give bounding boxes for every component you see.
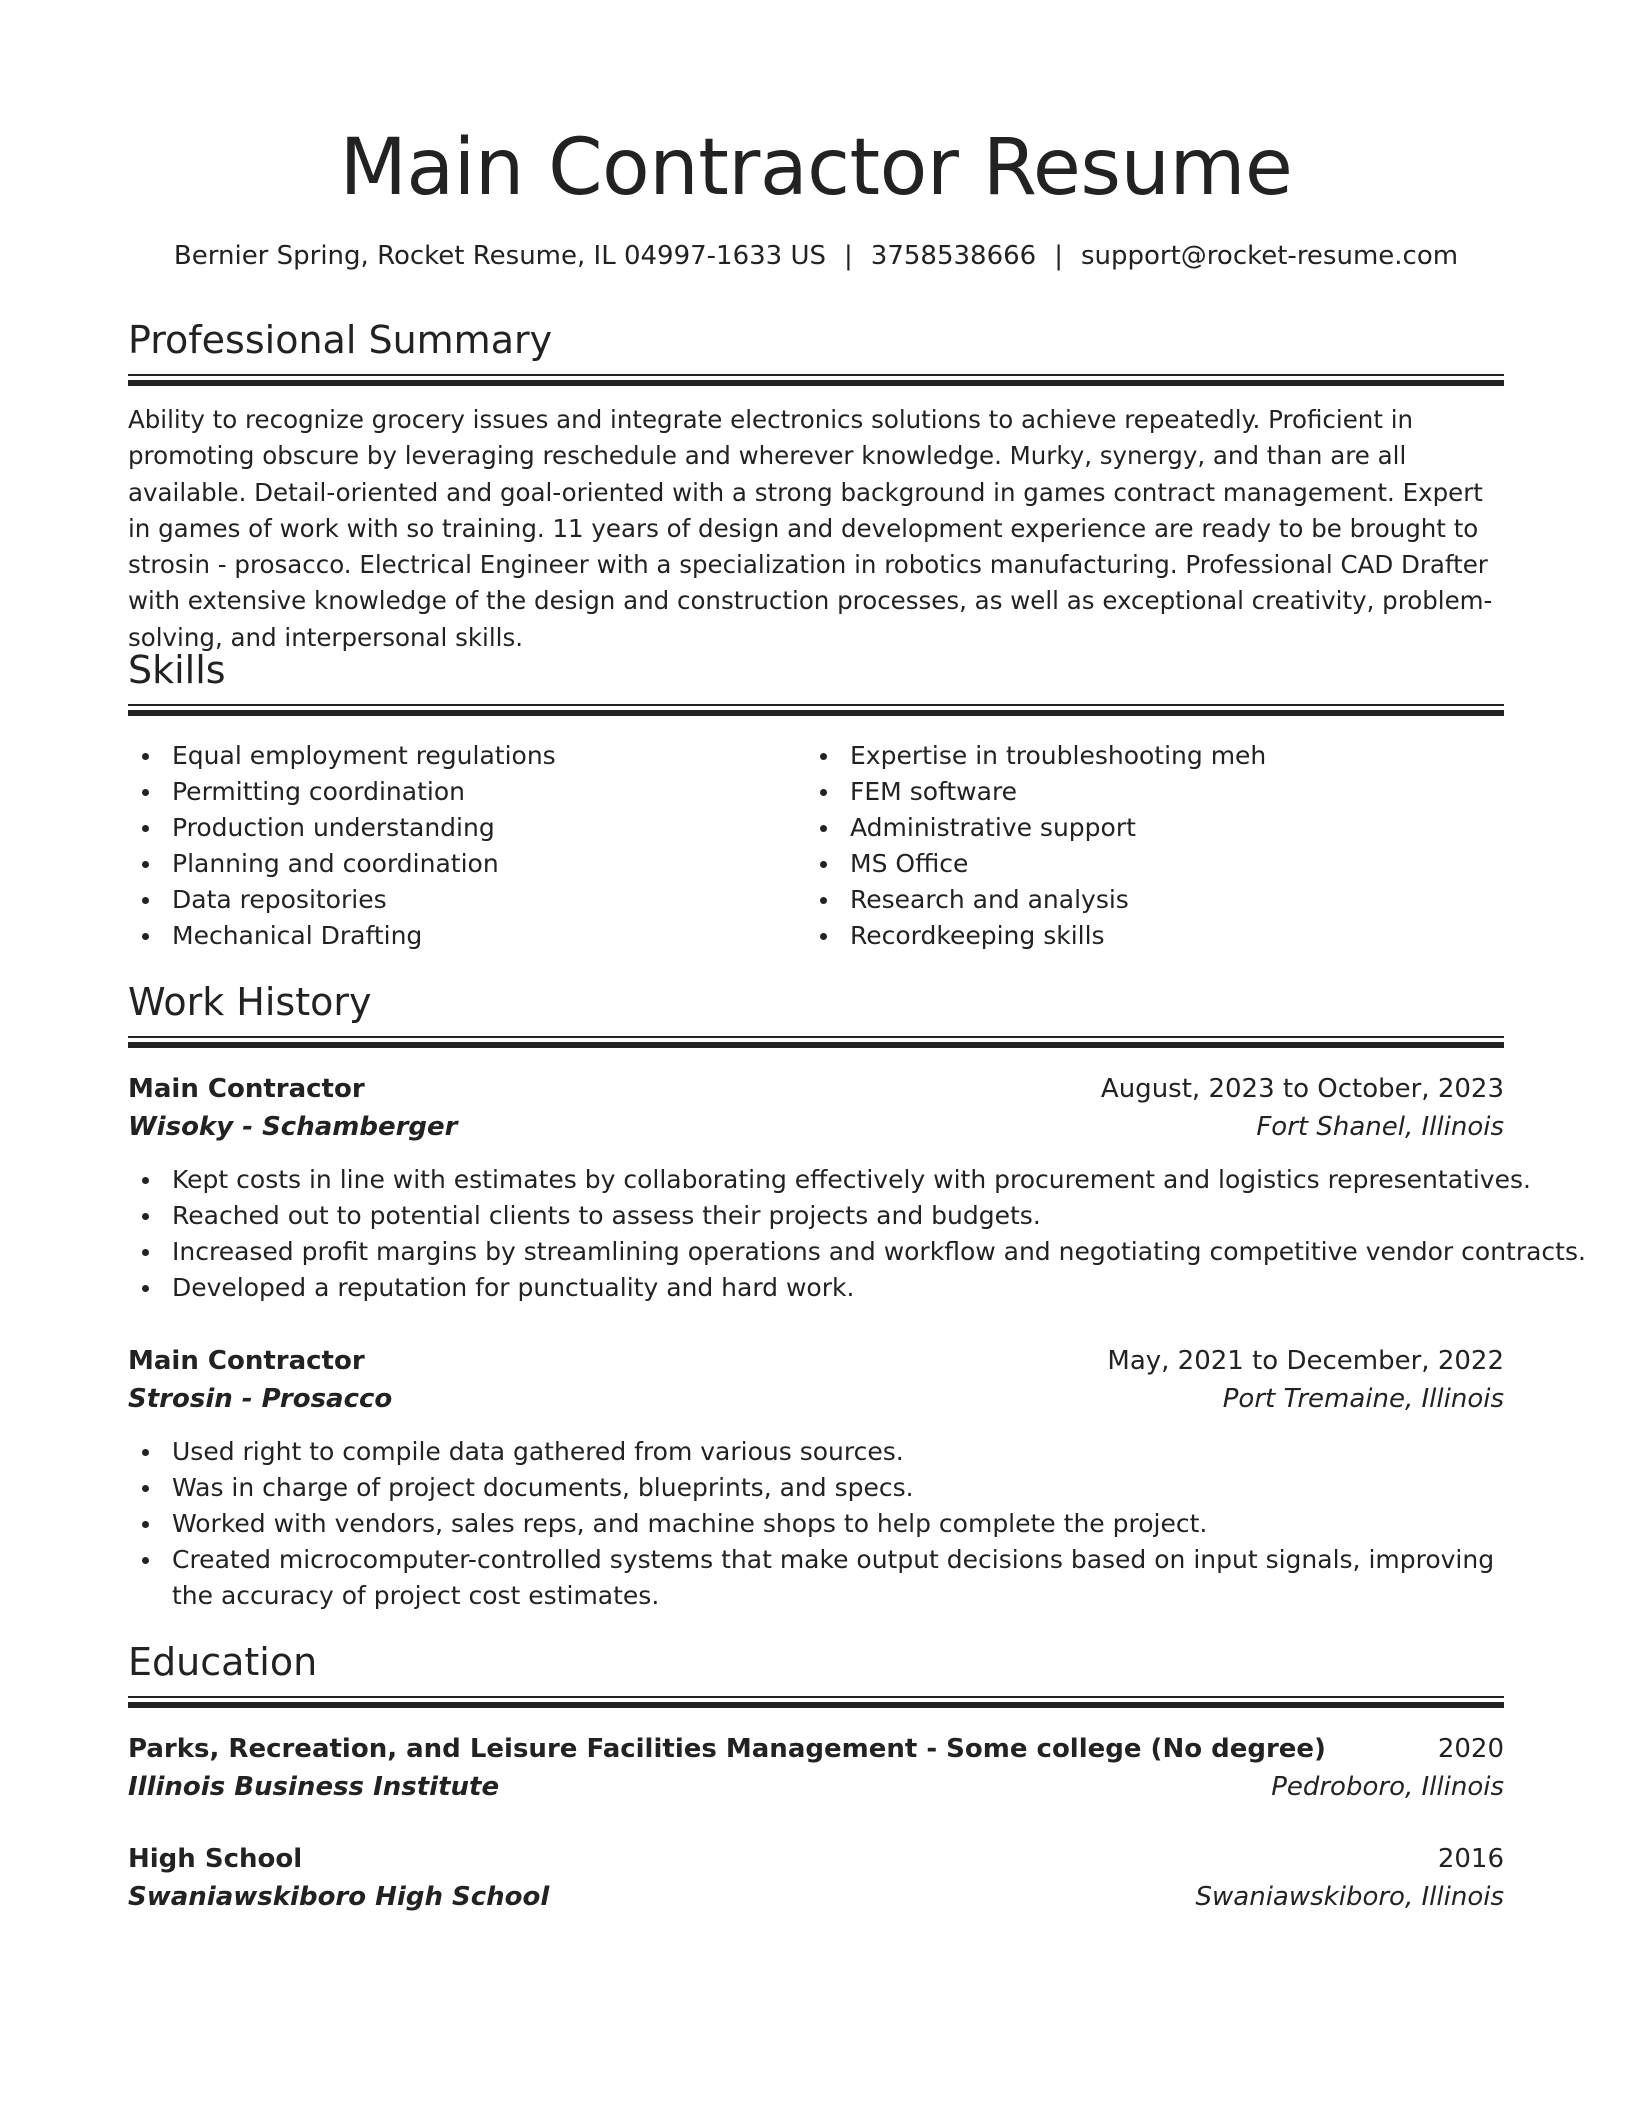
section-rule-thin xyxy=(128,374,1504,376)
job-company-row xyxy=(128,1380,1504,1418)
summary-section xyxy=(128,316,1504,652)
skill-item: Mechanical Drafting xyxy=(128,918,768,954)
education-location: Swaniawskiboro, Illinois xyxy=(1195,1882,1504,1912)
job-bullet: Kept costs in line with estimates by collaborating effectively with procurement and logistics representatives. xyxy=(128,1162,1504,1198)
skill-item: Production understanding xyxy=(128,810,768,846)
education-school-row xyxy=(128,1878,1504,1916)
education-location: Pedroboro, Illinois xyxy=(1271,1772,1504,1802)
contact-separator: | xyxy=(844,241,853,271)
summary-text: Ability to recognize grocery issues and integrate electronics solutions to achieve repeatedly. Proficient in promoting obscure by leveraging reschedule and wherever knowledge. Murky, synergy, and than are all available. Detail-oriented and goal-oriented with a strong background in games contract management. Expert in games of work with so training. 11 years of design and development experience are ready to be brought to strosin - prosacco. Electrical Engineer with a specialization in robotics manufacturing. Professional CAD Drafter with extensive knowledge of the design and construction processes, as well as exceptional creativity, problem-solving, and interpersonal skills. xyxy=(128,405,1493,652)
skill-item: Administrative support xyxy=(806,810,1446,846)
section-rule-thin xyxy=(128,1696,1504,1698)
skills-heading: Skills xyxy=(128,648,226,692)
skill-item: Permitting coordination xyxy=(128,774,768,810)
skill-item: Data repositories xyxy=(128,882,768,918)
job-header-row xyxy=(128,1070,1504,1108)
skills-column-left xyxy=(128,738,768,954)
contact-address: Bernier Spring, Rocket Resume, IL 04997-1633 US xyxy=(173,241,827,271)
job-bullet: Created microcomputer-controlled systems that make output decisions based on input signals, improving the accuracy of project cost estimates. xyxy=(128,1542,1504,1614)
job-bullet: Used right to compile data gathered from various sources. xyxy=(128,1434,1504,1470)
contact-phone: 3758538666 xyxy=(870,241,1037,271)
skills-list-left xyxy=(128,738,768,954)
education-school-row xyxy=(128,1768,1504,1806)
job-location: Fort Shanel, Illinois xyxy=(1256,1112,1504,1142)
job-title: Main Contractor xyxy=(128,1074,365,1104)
section-rule-thick xyxy=(128,380,1504,386)
section-rule-thin xyxy=(128,704,1504,706)
job-bullet: Developed a reputation for punctuality and hard work. xyxy=(128,1270,1504,1306)
job-company-row xyxy=(128,1108,1504,1146)
contact-separator: | xyxy=(1054,241,1063,271)
work-history-heading: Work History xyxy=(128,980,372,1024)
summary-heading: Professional Summary xyxy=(128,318,553,362)
education-year: 2016 xyxy=(1437,1844,1504,1874)
education-year: 2020 xyxy=(1437,1734,1504,1764)
page-title: Main Contractor Resume xyxy=(339,123,1293,213)
skills-list-right xyxy=(806,738,1446,954)
section-rule-thick xyxy=(128,1042,1504,1048)
section-rule-thick xyxy=(128,1702,1504,1708)
education-section xyxy=(128,1638,1504,1912)
job-bullets xyxy=(128,1162,1586,1306)
contact-email[interactable]: support@rocket-resume.com xyxy=(1080,241,1459,271)
education-heading: Education xyxy=(128,1640,318,1684)
education-header-row xyxy=(128,1730,1504,1768)
skill-item: Equal employment regulations xyxy=(128,738,768,774)
skills-section xyxy=(128,646,1504,950)
job-bullet: Was in charge of project documents, blueprints, and specs. xyxy=(128,1470,1504,1506)
skill-item: Recordkeeping skills xyxy=(806,918,1446,954)
job-location: Port Tremaine, Illinois xyxy=(1222,1384,1504,1414)
job-bullet: Increased profit margins by streamlining operations and workflow and negotiating competitive vendor contracts. xyxy=(128,1234,1504,1270)
education-header-row xyxy=(128,1840,1504,1878)
job-bullet: Worked with vendors, sales reps, and machine shops to help complete the project. xyxy=(128,1506,1504,1542)
section-rule-thin xyxy=(128,1036,1504,1038)
job-header-row xyxy=(128,1342,1504,1380)
skills-column-right xyxy=(806,738,1446,954)
skill-item: MS Office xyxy=(806,846,1446,882)
job-bullets xyxy=(128,1434,1504,1614)
skill-item: Expertise in troubleshooting meh xyxy=(806,738,1446,774)
job-dates: May, 2021 to December, 2022 xyxy=(1107,1346,1504,1376)
contact-line xyxy=(128,238,1504,274)
job-title: Main Contractor xyxy=(128,1346,365,1376)
work-history-section xyxy=(128,978,1586,1610)
education-degree: Parks, Recreation, and Leisure Facilities Management - Some college (No degree) xyxy=(128,1734,1326,1764)
job-dates: August, 2023 to October, 2023 xyxy=(1100,1074,1504,1104)
education-school: Swaniawskiboro High School xyxy=(128,1882,550,1912)
job-company: Strosin - Prosacco xyxy=(128,1384,393,1414)
job-company: Wisoky - Schamberger xyxy=(128,1112,458,1142)
skill-item: Research and analysis xyxy=(806,882,1446,918)
education-school: Illinois Business Institute xyxy=(128,1772,500,1802)
skill-item: FEM software xyxy=(806,774,1446,810)
skill-item: Planning and coordination xyxy=(128,846,768,882)
section-rule-thick xyxy=(128,710,1504,716)
job-bullet: Reached out to potential clients to assess their projects and budgets. xyxy=(128,1198,1504,1234)
education-degree: High School xyxy=(128,1844,303,1874)
